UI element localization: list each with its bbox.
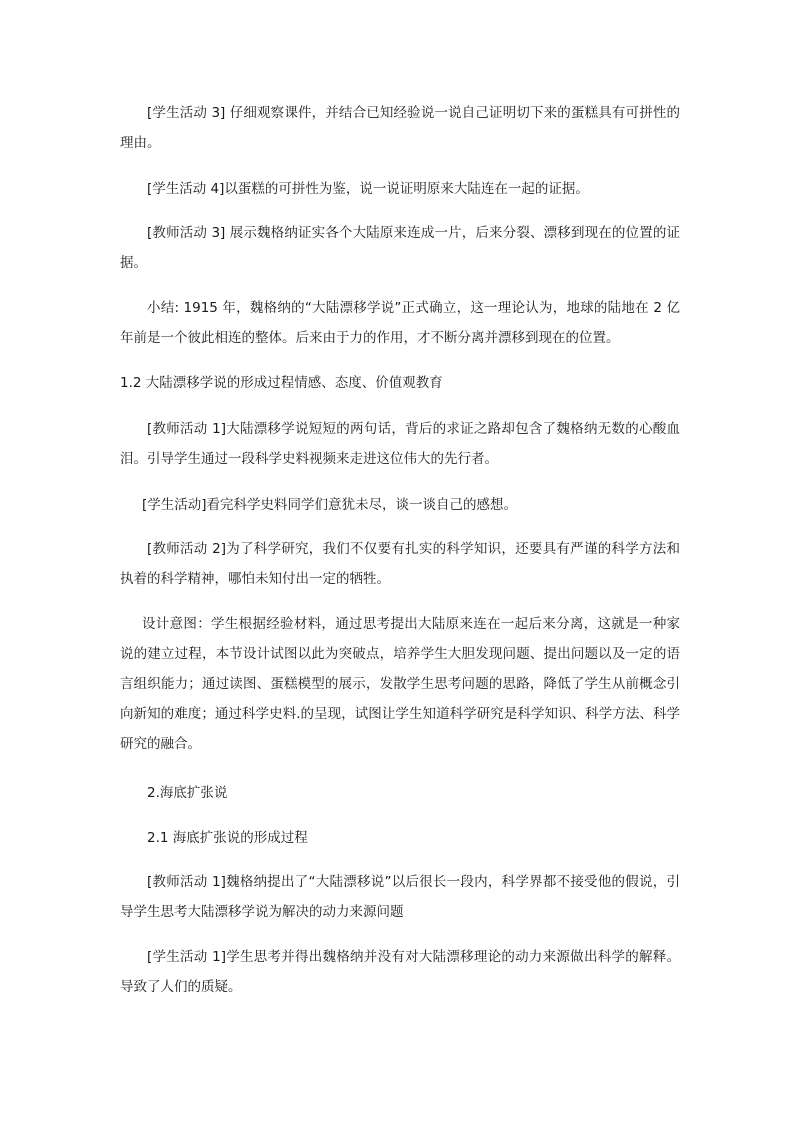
paragraph-design-intent: 设计意图：学生根据经验材料，通过思考提出大陆原来连在一起后来分离，这就是一种家说的建立过程，本节设计试图以此为突破点，培养学生大胆发现问题、提出问题以及一定的语言组织能力；通过读图、蛋糕模型的展示，发散学生思考问题的思路，降低了学生从前概念引向新知的难度；通过科学史料.的呈现，试图让学生知道科学研究是科学知识、科学方法、科学研究的融合。: [120, 616, 680, 752]
paragraph-summary: 小结: 1915 年，魏格纳的“大陆漂移学说”正式确立，这一理论认为，地球的陆地在 2 亿年前是一个彼此相连的整体。后来由于力的作用，才不断分离并漂移到现在的位置。: [120, 300, 680, 346]
section-heading-2-1: 2.1 海底扩张说的形成过程: [147, 830, 308, 846]
section-heading-2: 2.海底扩张说: [147, 785, 228, 801]
paragraph-teacher-activity-1-b: [教师活动 1]魏格纳提出了“大陆漂移说”以后很长一段内，科学界都不接受他的假说，引导学生思考大陆漂移学说为解决的动力来源问题: [120, 874, 680, 920]
paragraph-student-activity-4: [学生活动 4]以蛋糕的可拼性为鉴，说一说证明原来大陆连在一起的证据。: [147, 181, 589, 197]
paragraph-student-activity-3: [学生活动 3] 仔细观察课件，并结合已知经验说一说自己证明切下来的蛋糕具有可拼性的理由。: [120, 105, 680, 151]
paragraph-student-activity: [学生活动]看完科学史料同学们意犹未尽，谈一谈自己的感想。: [142, 497, 518, 513]
paragraph-teacher-activity-1: [教师活动 1]大陆漂移学说短短的两句话，背后的求证之路却包含了魏格纳无数的心酸血泪。引导学生通过一段科学史料视频来走进这位伟大的先行者。: [120, 421, 680, 467]
section-heading-1-2: 1.2 大陆漂移学说的形成过程情感、态度、价值观教育: [120, 375, 443, 391]
paragraph-student-activity-1: [学生活动 1]学生思考并得出魏格纳并没有对大陆漂移理论的动力来源做出科学的解释。导致了人们的质疑。: [120, 949, 680, 995]
paragraph-teacher-activity-3: [教师活动 3] 展示魏格纳证实各个大陆原来连成一片，后来分裂、漂移到现在的位置的证据。: [120, 225, 680, 271]
paragraph-teacher-activity-2: [教师活动 2]为了科学研究，我们不仅要有扎实的科学知识，还要具有严谨的科学方法和执着的科学精神，哪怕未知付出一定的牺牲。: [120, 541, 680, 587]
